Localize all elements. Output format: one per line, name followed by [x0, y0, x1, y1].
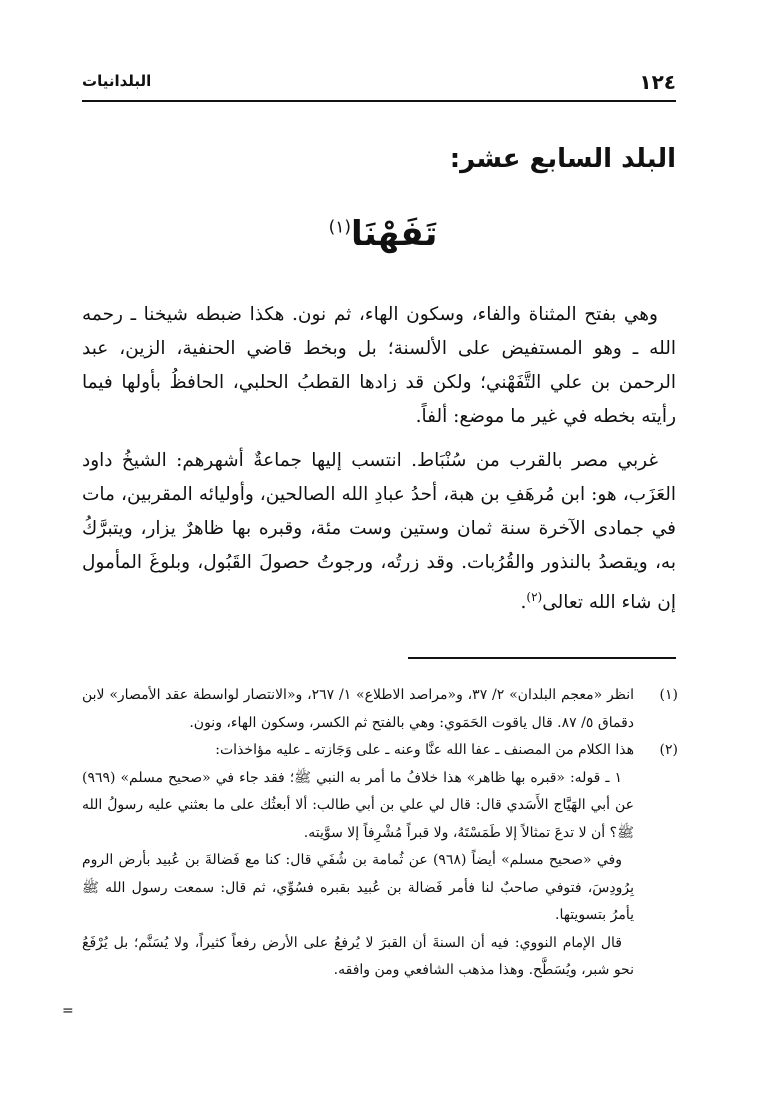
footnote-number: (٢)	[659, 742, 678, 758]
footnote-text: قال الإمام النووي: فيه أن السنةَ أن القبرَ لا يُرفعُ على الأرض رفعاً كثيراً، ولا يُسَنَّم؛ بل يُرْفَعُ نحو شبر، ويُسَطَّح. وهذا مذهب الشافعي ومن وافقه.	[82, 934, 634, 978]
place-footnote-ref: (١)	[328, 217, 352, 238]
paragraph-text: غربي مصر بالقرب من سُنْبَاط. انتسب إليها جماعةٌ أشهرهم: الشيخُ داود العَزَب، هو: ابن مُرهَفِ بن هبة، أحدُ عبادِ الله الصالحين، وأوليائه المقربين، مات في جمادى الآخرة سنة ثمان وستين وست مئة، وقبره بها ظاهرٌ يزار، ويتبرَّكُ به، ويقصدُ بالنذور والقُرُبات. وقد زرتُه، ورجوتُ حصولَ القَبُول، وبلوغَ المأمول إن شاء الله تعالى	[82, 450, 676, 614]
page-number: ١٢٤	[639, 70, 676, 94]
footnote-text: وفي «صحيح مسلم» أيضاً (٩٦٨) عن ثُمامة بن شُفَي قال: كنا مع فَضالةَ بن عُبيد بأرض الروم بِرُودِسَ، فتوفي صاحبٌ لنا فأمر فَضالة بن عُبيد بقبره فسُوِّي، ثم قال: سمعت رسول الله ﷺ يأمرُ بتسويتها.	[82, 852, 634, 923]
place-name: تَفَهْنَا	[351, 214, 438, 254]
footnote-text: هذا الكلام من المصنف ـ عفا الله عنَّا وعنه ـ على وَجَازته ـ عليه مؤاخذات:	[215, 742, 634, 758]
footnote-number: (١)	[659, 687, 678, 703]
footnote-divider	[408, 657, 676, 659]
footnotes	[82, 682, 678, 985]
paragraph-end: .	[520, 592, 527, 614]
footnote-2	[82, 737, 678, 985]
footnote-text: انظر «معجم البلدان» ٢/ ٣٧، و«مراصد الاطلاع» ١/ ٢٦٧، و«الانتصار لواسطة عقد الأمصار» لابن دقماق ٥/ ٨٧. قال ياقوت الحَمَوي: وهي بالفتح ثم الكسر، وسكون الهاء، ونون.	[82, 687, 634, 731]
main-text	[82, 298, 676, 620]
paragraph: وهي بفتح المثناة والفاء، وسكون الهاء، ثم نون. هكذا ضبطه شيخنا ـ رحمه الله ـ وهو المستفيض على الألسنة؛ بل وبخط قاضي الحنفية، الزين، عبد الرحمن بن علي التَّفَهْني؛ ولكن قد زادها القطبُ الحلبي، الحافظُ بأولها فيما رأيته بخطه في غير ما موضع: ألفاً.	[82, 304, 676, 427]
continuation-mark: =	[62, 1003, 74, 1019]
chapter-label: البلد السابع عشر:	[449, 144, 676, 174]
running-title: البلدانيات	[82, 72, 152, 90]
page-header	[82, 66, 676, 102]
place-title	[0, 214, 766, 254]
footnote-text: ١ ـ قوله: «قبره بها ظاهر» هذا خلافُ ما أمر به النبي ﷺ؛ فقد جاء في «صحيح مسلم» (٩٦٩) عن أبي الهَيَّاج الأَسَدي قال: قال لي علي بن أبي طالب: ألا أبعثُك على ما بعثني عليه رسولُ الله ﷺ؟ أن لا تدعَ تمثالاً إلا طَمَسْتَهُ، ولا قبراً مُشْرِفاً إلا سوَّيته.	[82, 769, 634, 841]
footnote-1	[82, 682, 678, 737]
paragraph	[82, 444, 676, 620]
footnote-ref: (٢)	[526, 590, 543, 604]
